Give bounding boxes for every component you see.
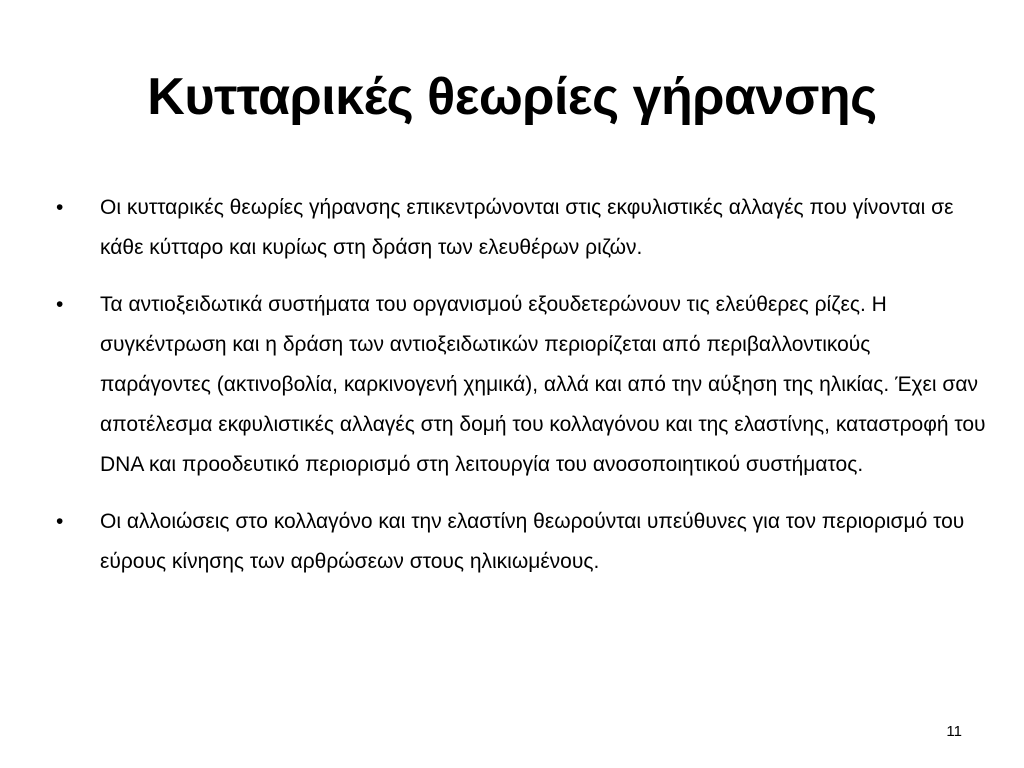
bullet-marker: •	[56, 293, 64, 316]
bullet-text-3: Οι αλλοιώσεις στο κολλαγόνο και την ελαστίνη θεωρούνται υπεύθυνες για τον περιορισμό του εύρους κίνησης των αρθρώσεων στους ηλικιωμένους.	[100, 510, 965, 573]
bullet-item-1	[56, 188, 986, 268]
bullet-item-3	[56, 502, 986, 582]
bullet-item-2	[56, 285, 986, 485]
bullet-text-2: Τα αντιοξειδωτικά συστήματα του οργανισμού εξουδετερώνουν τις ελεύθερες ρίζες. Η συγκέντρωση και η δράση των αντιοξειδωτικών περιορίζεται από περιβαλλοντικούς παράγοντες (ακτινοβολία, καρκινογενή χημικά), αλλά και από την αύξηση της ηλικίας. Έχει σαν αποτέλεσμα εκφυλιστικές αλλαγές στη δομή του κολλαγόνου και της ελαστίνης, καταστροφή του DNA και προοδευτικό περιορισμό στη λειτουργία του ανοσοποιητικού συστήματος.	[100, 293, 986, 476]
bullet-list	[56, 188, 986, 599]
bullet-text-1: Οι κυτταρικές θεωρίες γήρανσης επικεντρώνονται στις εκφυλιστικές αλλαγές που γίνονται σε κάθε κύτταρο και κυρίως στη δράση των ελευθέρων ριζών.	[100, 196, 954, 259]
bullet-marker: •	[56, 196, 64, 219]
bullet-marker: •	[56, 510, 64, 533]
slide-number: 11	[946, 723, 962, 740]
slide-title: Κυτταρικές θεωρίες γήρανσης	[147, 68, 877, 126]
